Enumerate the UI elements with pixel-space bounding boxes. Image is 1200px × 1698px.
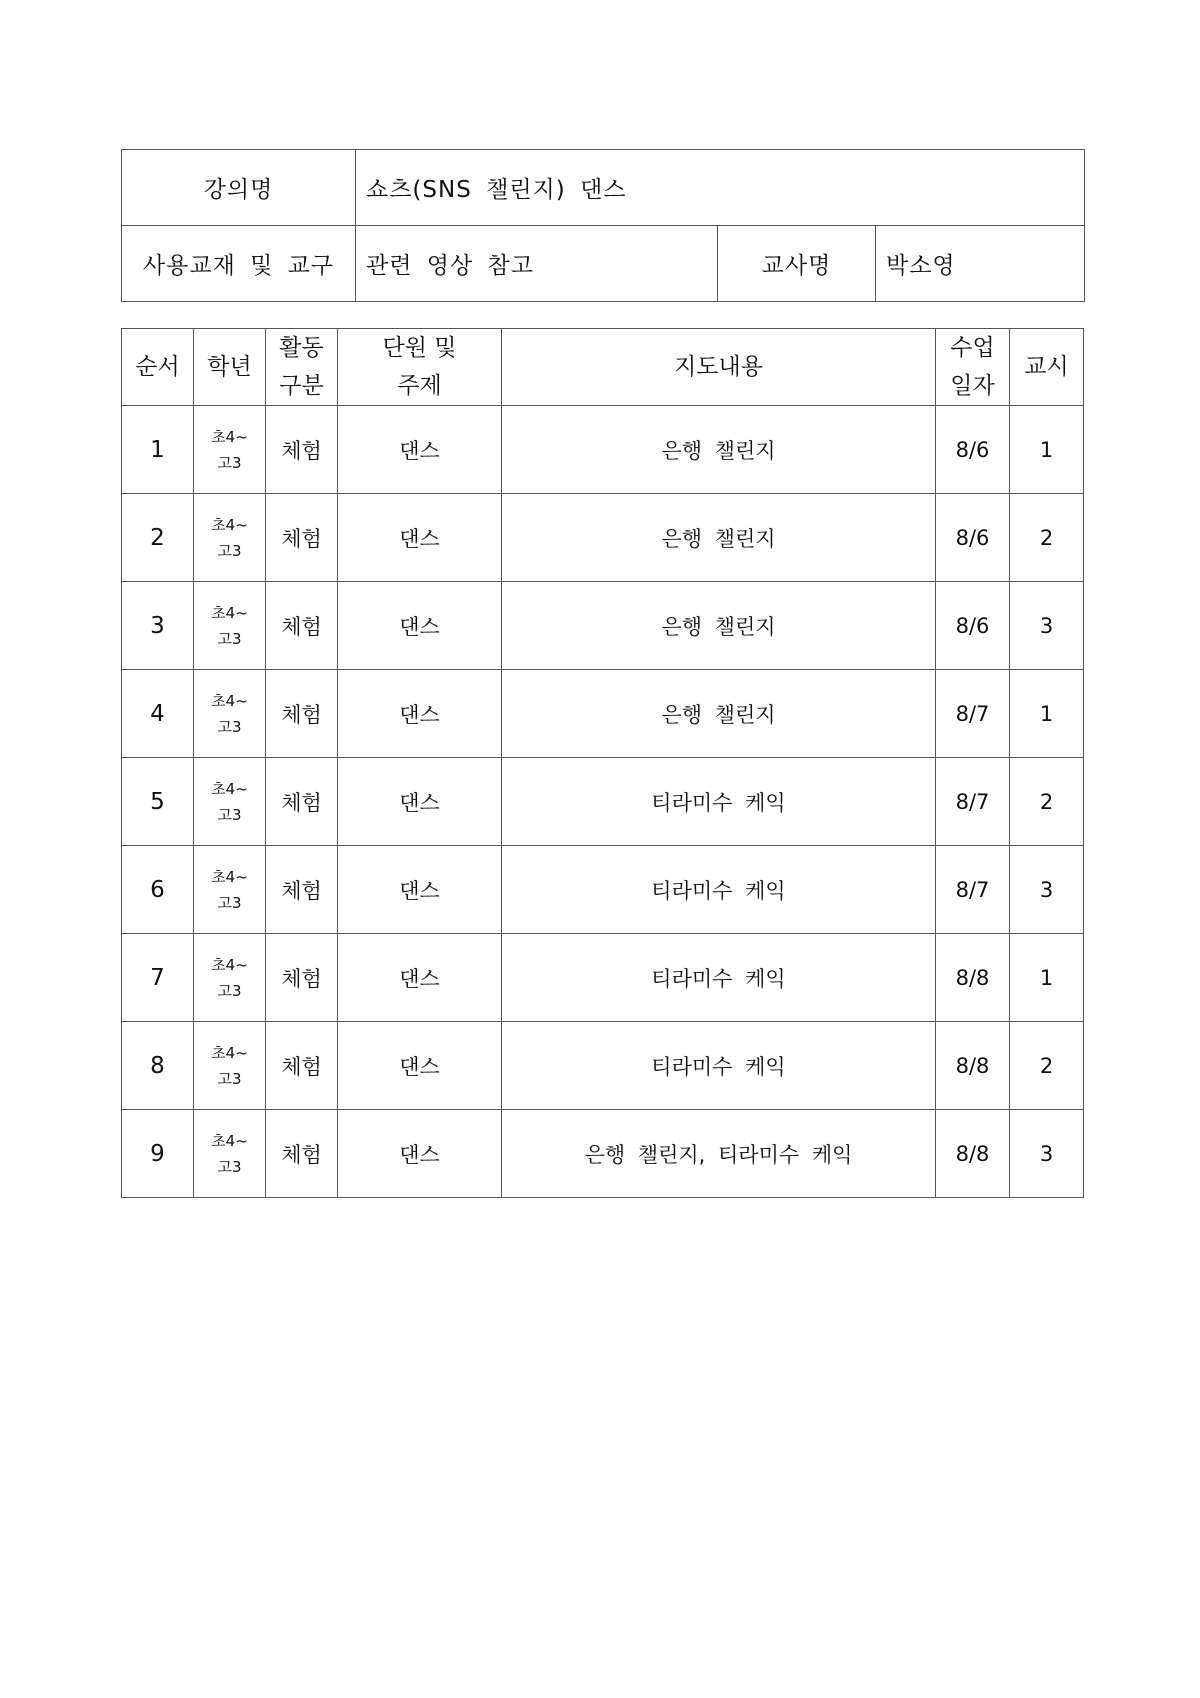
- row-activity: 체험: [266, 934, 338, 1022]
- row-order: 6: [122, 846, 194, 934]
- table-row: [122, 934, 1084, 1022]
- row-period: 1: [1010, 406, 1084, 494]
- row-period: 2: [1010, 494, 1084, 582]
- header-content: 지도내용: [502, 329, 936, 406]
- row-grade: 초4~ 고3: [194, 582, 266, 670]
- schedule-header-row: [122, 329, 1084, 406]
- schedule-body: [122, 406, 1084, 1198]
- table-row: [122, 846, 1084, 934]
- row-content: 은행 챌린지: [502, 670, 936, 758]
- row-content: 은행 챌린지: [502, 582, 936, 670]
- course-info-table: [121, 149, 1085, 302]
- row-order: 3: [122, 582, 194, 670]
- row-order: 8: [122, 1022, 194, 1110]
- table-row: [122, 758, 1084, 846]
- row-date: 8/7: [936, 758, 1010, 846]
- row-grade: 초4~ 고3: [194, 846, 266, 934]
- row-date: 8/6: [936, 494, 1010, 582]
- header-order: 순서: [122, 329, 194, 406]
- header-period: 교시: [1010, 329, 1084, 406]
- teacher-label: 교사명: [718, 226, 876, 302]
- row-date: 8/6: [936, 406, 1010, 494]
- row-content: 은행 챌린지, 티라미수 케익: [502, 1110, 936, 1198]
- header-date: 수업 일자: [936, 329, 1010, 406]
- row-order: 4: [122, 670, 194, 758]
- row-unit: 댄스: [338, 758, 502, 846]
- row-grade: 초4~ 고3: [194, 406, 266, 494]
- materials-value: 관련 영상 참고: [356, 226, 718, 302]
- teacher-value: 박소영: [876, 226, 1085, 302]
- row-date: 8/7: [936, 846, 1010, 934]
- row-date: 8/7: [936, 670, 1010, 758]
- row-activity: 체험: [266, 1022, 338, 1110]
- row-content: 은행 챌린지: [502, 406, 936, 494]
- row-unit: 댄스: [338, 1022, 502, 1110]
- row-activity: 체험: [266, 582, 338, 670]
- row-grade: 초4~ 고3: [194, 758, 266, 846]
- row-order: 9: [122, 1110, 194, 1198]
- row-order: 2: [122, 494, 194, 582]
- row-unit: 댄스: [338, 670, 502, 758]
- row-date: 8/8: [936, 1110, 1010, 1198]
- row-unit: 댄스: [338, 406, 502, 494]
- row-activity: 체험: [266, 406, 338, 494]
- row-grade: 초4~ 고3: [194, 934, 266, 1022]
- row-order: 1: [122, 406, 194, 494]
- row-date: 8/8: [936, 1022, 1010, 1110]
- row-activity: 체험: [266, 670, 338, 758]
- row-activity: 체험: [266, 494, 338, 582]
- row-unit: 댄스: [338, 846, 502, 934]
- row-activity: 체험: [266, 846, 338, 934]
- lesson-schedule-table: [121, 328, 1084, 1198]
- course-name-row: [122, 150, 1085, 226]
- header-unit: 단원 및 주제: [338, 329, 502, 406]
- course-name-value: 쇼츠(SNS 챌린지) 댄스: [356, 150, 1085, 226]
- row-period: 3: [1010, 1110, 1084, 1198]
- header-grade: 학년: [194, 329, 266, 406]
- row-unit: 댄스: [338, 494, 502, 582]
- row-period: 1: [1010, 670, 1084, 758]
- row-period: 3: [1010, 582, 1084, 670]
- row-date: 8/6: [936, 582, 1010, 670]
- row-order: 7: [122, 934, 194, 1022]
- row-grade: 초4~ 고3: [194, 1110, 266, 1198]
- row-activity: 체험: [266, 758, 338, 846]
- table-row: [122, 494, 1084, 582]
- materials-label: 사용교재 및 교구: [122, 226, 356, 302]
- row-activity: 체험: [266, 1110, 338, 1198]
- row-content: 티라미수 케익: [502, 1022, 936, 1110]
- table-row: [122, 582, 1084, 670]
- table-row: [122, 1022, 1084, 1110]
- row-grade: 초4~ 고3: [194, 494, 266, 582]
- row-period: 2: [1010, 758, 1084, 846]
- row-period: 1: [1010, 934, 1084, 1022]
- row-content: 티라미수 케익: [502, 758, 936, 846]
- row-grade: 초4~ 고3: [194, 670, 266, 758]
- course-name-label: 강의명: [122, 150, 356, 226]
- table-row: [122, 406, 1084, 494]
- header-activity: 활동 구분: [266, 329, 338, 406]
- row-period: 3: [1010, 846, 1084, 934]
- row-grade: 초4~ 고3: [194, 1022, 266, 1110]
- row-unit: 댄스: [338, 934, 502, 1022]
- row-unit: 댄스: [338, 1110, 502, 1198]
- row-date: 8/8: [936, 934, 1010, 1022]
- row-content: 은행 챌린지: [502, 494, 936, 582]
- table-row: [122, 670, 1084, 758]
- materials-teacher-row: [122, 226, 1085, 302]
- table-row: [122, 1110, 1084, 1198]
- row-content: 티라미수 케익: [502, 846, 936, 934]
- row-order: 5: [122, 758, 194, 846]
- row-content: 티라미수 케익: [502, 934, 936, 1022]
- row-period: 2: [1010, 1022, 1084, 1110]
- row-unit: 댄스: [338, 582, 502, 670]
